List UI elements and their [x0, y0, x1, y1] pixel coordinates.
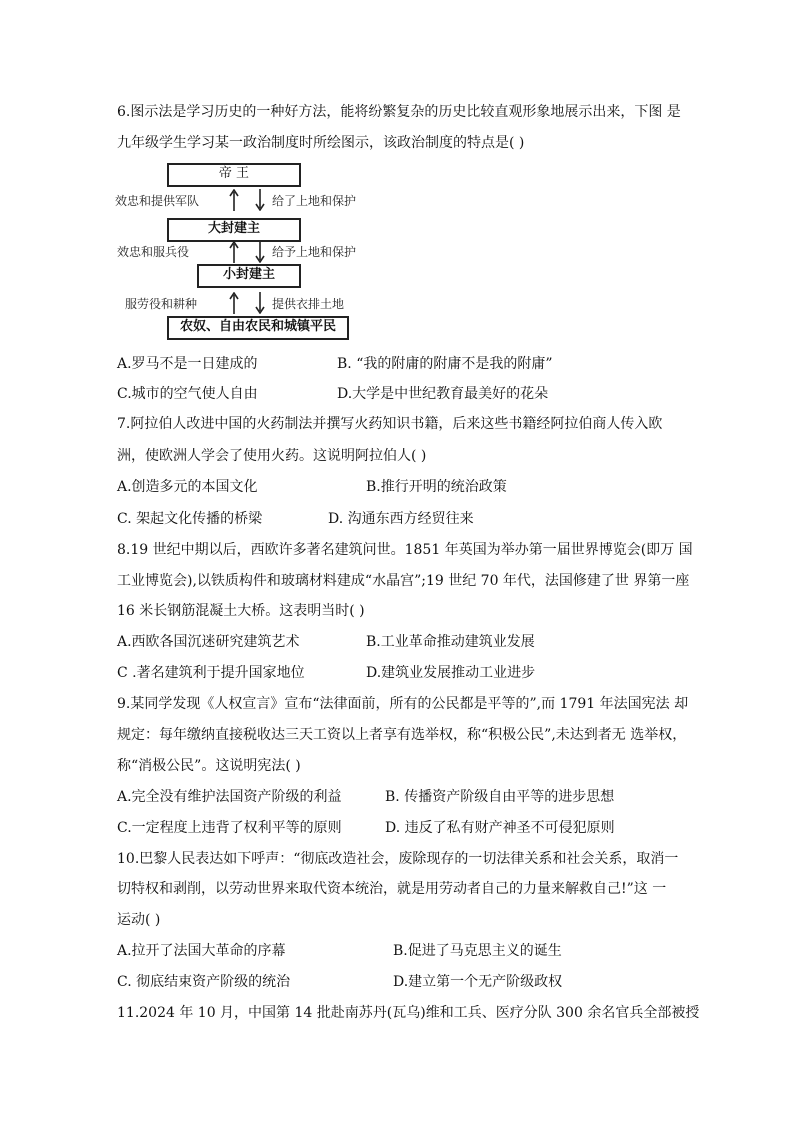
q7-option-b[interactable]: B.推行开明的统治政策 — [366, 479, 507, 495]
q10-stem-line1: 10.巴黎人民表达如下呼声：“彻底改造社会，废除现存的一切法律关系和社会关系，取消一 — [117, 851, 679, 867]
label-loyalty-service: 效忠和服兵役 — [117, 245, 190, 259]
q7-option-c[interactable]: C. 架起文化传播的桥梁 — [117, 511, 263, 527]
q6-option-b[interactable]: B. “我的附庸的附庸不是我的附庸” — [337, 356, 553, 372]
q11-stem-line1: 11.2024 年 10 月，中国第 14 批赴南苏丹(瓦乌)维和工兵、医疗分队 300 余名官兵全部被授 — [117, 1005, 700, 1021]
label-provide-land: 提供衣排土地 — [272, 297, 345, 311]
q8-option-d[interactable]: D.建筑业发展推动工业进步 — [366, 665, 536, 681]
q8-option-a[interactable]: A.西欧各国沉迷研究建筑艺术 — [117, 634, 300, 650]
q9-option-b[interactable]: B. 传播资产阶级自由平等的进步思想 — [385, 789, 615, 805]
q10-stem-line3: 运动( ) — [117, 912, 161, 928]
q7-stem-line1: 7.阿拉伯人改进中国的火药制法并撰写火药知识书籍，后来这些书籍经阿拉伯商人传入欧 — [117, 416, 663, 432]
feudal-hierarchy-diagram — [115, 158, 365, 348]
label-land-protection-2: 给予上地和保护 — [272, 245, 357, 259]
q9-stem-line1: 9.某同学发现《人权宣言》宣布“法律面前，所有的公民都是平等的”,而 1791 年法国宪法 却 — [117, 696, 689, 712]
q6-stem-line1: 6.图示法是学习历史的一种好方法，能将纷繁复杂的历史比较直观形象地展示出来，下图 是 — [117, 104, 681, 120]
down-arrow-icon — [255, 241, 265, 263]
q6-option-c[interactable]: C.城市的空气使人自由 — [117, 386, 258, 402]
up-arrow-icon — [229, 189, 239, 211]
q10-stem-line2: 切特权和剥削，以劳动世界来取代资本统治，就是用劳动者自己的力量来解救自己!”这 一 — [117, 881, 667, 897]
label-loyalty-troops: 效忠和提供军队 — [115, 194, 200, 208]
box-king: 帝 王 — [167, 163, 301, 187]
q10-option-d[interactable]: D.建立第一个无产阶级政权 — [393, 974, 563, 990]
q6-stem-line2: 九年级学生学习某一政治制度时所绘图示，该政治制度的特点是( ) — [117, 135, 525, 151]
box-lesser-lord: 小封建主 — [197, 264, 301, 288]
label-land-protection-1: 给了上地和保护 — [272, 194, 357, 208]
q10-option-c[interactable]: C. 彻底结束资产阶级的统治 — [117, 974, 291, 990]
q10-option-b[interactable]: B.促进了马克思主义的诞生 — [393, 943, 562, 959]
q6-option-a[interactable]: A.罗马不是一日建成的 — [117, 356, 258, 372]
up-arrow-icon — [229, 292, 239, 314]
q8-option-b[interactable]: B.工业革命推动建筑业发展 — [366, 634, 535, 650]
down-arrow-icon — [255, 189, 265, 211]
q9-option-a[interactable]: A.完全没有维护法国资产阶级的利益 — [117, 789, 342, 805]
label-labor-farming: 服劳役和耕种 — [125, 297, 198, 311]
q10-option-a[interactable]: A.拉开了法国大革命的序幕 — [117, 943, 286, 959]
q7-option-a[interactable]: A.创造多元的本国文化 — [117, 479, 258, 495]
box-great-lord: 大封建主 — [167, 218, 301, 242]
q7-option-d[interactable]: D. 沟通东西方经贸往来 — [328, 511, 474, 527]
up-arrow-icon — [229, 241, 239, 263]
q8-stem-line3: 16 米长钢筋混凝土大桥。这表明当时( ) — [117, 603, 365, 619]
box-commoners: 农奴、自由农民和城镇平民 — [167, 316, 349, 340]
q8-stem-line1: 8.19 世纪中期以后，西欧许多著名建筑问世。1851 年英国为举办第一届世界博览会(即万 国 — [117, 542, 693, 558]
q8-option-c[interactable]: C .著名建筑利于提升国家地位 — [117, 665, 305, 681]
q8-stem-line2: 工业博览会),以铁质构件和玻璃材料建成“水晶宫”;19 世纪 70 年代，法国修建了世 界第一座 — [117, 573, 690, 589]
q9-option-c[interactable]: C.一定程度上违背了权利平等的原则 — [117, 820, 342, 836]
q9-stem-line3: 称“消极公民”。这说明宪法( ) — [117, 758, 301, 774]
q6-option-d[interactable]: D.大学是中世纪教育最美好的花朵 — [337, 386, 549, 402]
q7-stem-line2: 洲，使欧洲人学会了使用火药。这说明阿拉伯人( ) — [117, 448, 427, 464]
down-arrow-icon — [255, 292, 265, 314]
q9-stem-line2: 规定：每年缴纳直接税收达三天工资以上者享有选举权，称“积极公民”,未达到者无 选举权， — [117, 727, 687, 743]
q9-option-d[interactable]: D. 违反了私有财产神圣不可侵犯原则 — [385, 820, 615, 836]
